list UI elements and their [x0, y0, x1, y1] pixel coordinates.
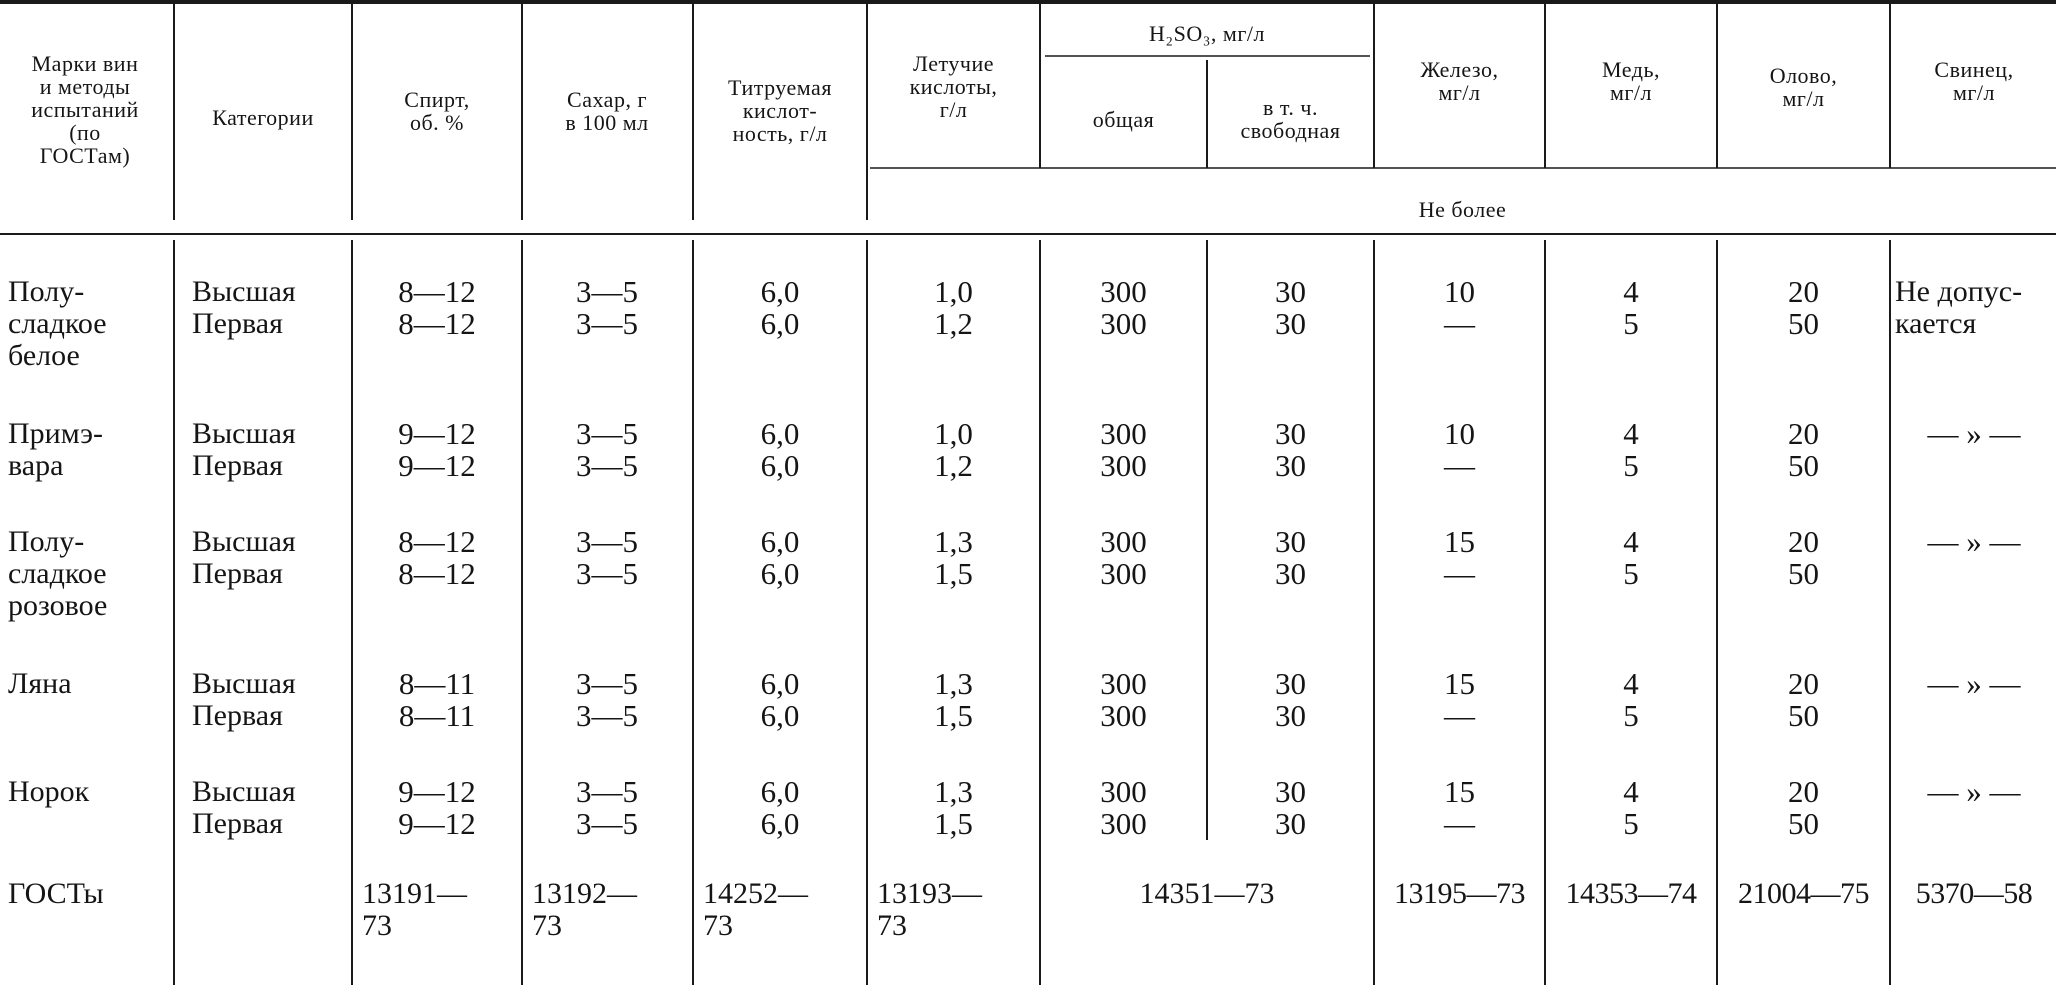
copper-value: 4 5 [1623, 524, 1639, 591]
iron-value: 15 — [1444, 666, 1475, 733]
header-volatile: Летучие кислоты, г/л [909, 51, 998, 122]
lead-value: — » — [1927, 774, 2021, 809]
header-acidity: Титруемая кислот- ность, г/л [728, 75, 832, 146]
so2-free-value: 30 30 [1275, 524, 1306, 591]
copper-value: 4 5 [1623, 274, 1639, 341]
gost-label: ГОСТы [8, 877, 104, 910]
spirit-value: 8—12 8—12 [398, 274, 476, 341]
lead-value: — » — [1927, 524, 2021, 559]
tin-value: 20 50 [1788, 416, 1819, 483]
so2-total-value: 300 300 [1100, 666, 1147, 733]
iron-value: 10 — [1444, 274, 1475, 341]
so2-total-value: 300 300 [1100, 524, 1147, 591]
header-so2-free: в т. ч. свободная [1240, 95, 1341, 143]
acidity-value: 6,0 6,0 [760, 666, 800, 733]
copper-value: 4 5 [1623, 666, 1639, 733]
wine-name: Полу- сладкое розовое [8, 525, 108, 622]
acidity-value: 6,0 6,0 [760, 416, 800, 483]
lead-value: Не допус- кается [1895, 275, 2023, 340]
volatile-value: 1,3 1,5 [934, 666, 973, 733]
gost-volatile: 13193— 73 [877, 877, 982, 942]
copper-value: 4 5 [1623, 774, 1639, 841]
header-h2so3: H₂SO₃, мг/л [1149, 21, 1265, 46]
spirit-value: 9—12 9—12 [398, 416, 476, 483]
gost-sugar: 13192— 73 [532, 877, 637, 942]
tin-value: 20 50 [1788, 524, 1819, 591]
so2-total-value: 300 300 [1100, 274, 1147, 341]
lead-value: — » — [1927, 666, 2021, 701]
tin-value: 20 50 [1788, 666, 1819, 733]
so2-free-value: 30 30 [1275, 416, 1306, 483]
gost-h2so3: 14351—73 [1139, 877, 1275, 910]
so2-free-value: 30 30 [1275, 666, 1306, 733]
category: Высшая Первая [192, 417, 296, 482]
header-sugar: Сахар, г в 100 мл [565, 87, 649, 135]
acidity-value: 6,0 6,0 [760, 774, 800, 841]
tin-value: 20 50 [1788, 274, 1819, 341]
iron-value: 15 — [1444, 774, 1475, 841]
sugar-value: 3—5 3—5 [576, 774, 638, 841]
gost-iron: 13195—73 [1394, 877, 1525, 910]
so2-free-value: 30 30 [1275, 774, 1306, 841]
copper-value: 4 5 [1623, 416, 1639, 483]
wine-name: Норок [8, 775, 90, 808]
header-copper: Медь, мг/л [1602, 57, 1660, 105]
category: Высшая Первая [192, 775, 296, 840]
wine-name: Полу- сладкое белое [8, 275, 107, 372]
gost-lead: 5370—58 [1915, 877, 2033, 910]
iron-value: 15 — [1444, 524, 1475, 591]
acidity-value: 6,0 6,0 [760, 524, 800, 591]
spirit-value: 8—11 8—11 [398, 666, 476, 733]
sugar-value: 3—5 3—5 [576, 274, 638, 341]
header-lead: Свинец, мг/л [1934, 57, 2014, 105]
spirit-value: 8—12 8—12 [398, 524, 476, 591]
so2-total-value: 300 300 [1100, 416, 1147, 483]
lead-value: — » — [1927, 416, 2021, 451]
so2-total-value: 300 300 [1100, 774, 1147, 841]
acidity-value: 6,0 6,0 [760, 274, 800, 341]
volatile-value: 1,3 1,5 [934, 774, 973, 841]
spirit-value: 9—12 9—12 [398, 774, 476, 841]
volatile-value: 1,0 1,2 [934, 416, 973, 483]
gost-tin: 21004—75 [1738, 877, 1869, 910]
so2-free-value: 30 30 [1275, 274, 1306, 341]
gost-spirit: 13191— 73 [362, 877, 467, 942]
category: Высшая Первая [192, 525, 296, 590]
header-spirit: Спирт, об. % [404, 87, 470, 135]
iron-value: 10 — [1444, 416, 1475, 483]
category: Высшая Первая [192, 667, 296, 732]
header-category: Категории [212, 105, 314, 130]
gost-acidity: 14252— 73 [703, 877, 808, 942]
volatile-value: 1,3 1,5 [934, 524, 973, 591]
sugar-value: 3—5 3—5 [576, 666, 638, 733]
header-marks: Марки вин и методы испытаний (по ГОСТам) [31, 51, 139, 168]
header-so2-total: общая [1092, 107, 1155, 132]
header-iron: Железо, мг/л [1420, 57, 1499, 105]
sugar-value: 3—5 3—5 [576, 524, 638, 591]
header-tin: Олово, мг/л [1769, 63, 1838, 111]
header-not-more: Не более [1418, 197, 1507, 222]
sugar-value: 3—5 3—5 [576, 416, 638, 483]
gost-copper: 14353—74 [1565, 877, 1697, 910]
wine-name: Ляна [8, 667, 72, 700]
volatile-value: 1,0 1,2 [934, 274, 973, 341]
wine-name: Примэ- вара [8, 417, 103, 482]
tin-value: 20 50 [1788, 774, 1819, 841]
category: Высшая Первая [192, 275, 296, 340]
